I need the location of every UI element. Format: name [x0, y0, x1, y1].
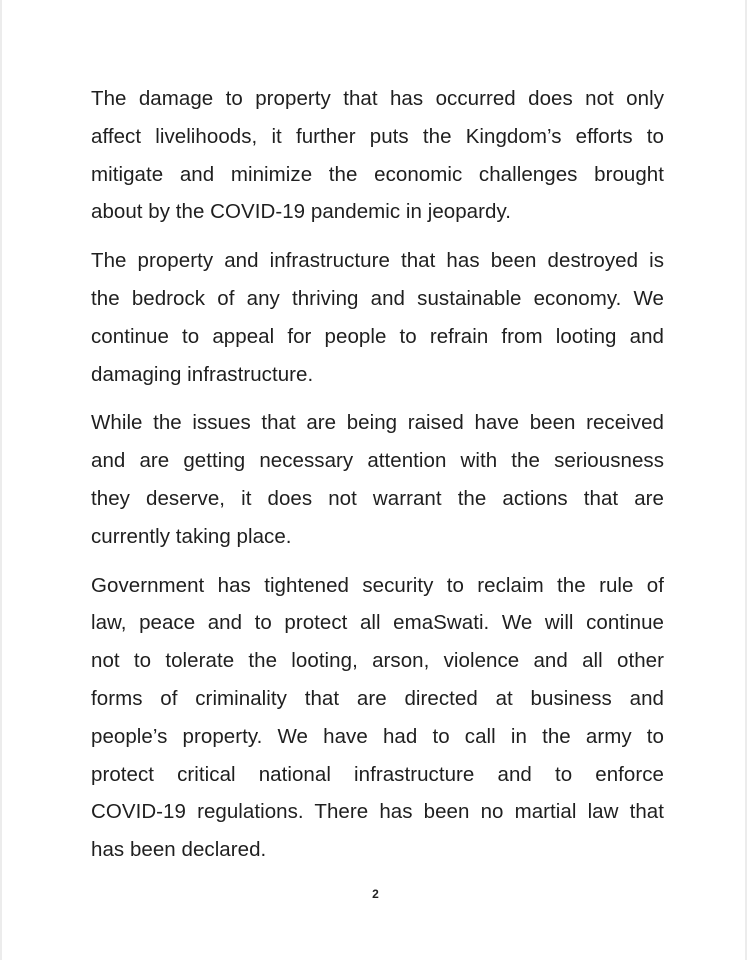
text-line: currently taking place.	[91, 524, 292, 548]
paragraph-issues-raised	[91, 404, 664, 555]
text-line: and are getting necessary attention with the seriousness	[91, 449, 664, 473]
text-line: they deserve, it does not warrant the actions that are	[91, 486, 664, 510]
text-line: not to tolerate the looting, arson, violence and all other	[91, 649, 664, 673]
paragraph-infrastructure	[91, 242, 664, 393]
text-line: continue to appeal for people to refrain from looting and	[91, 324, 664, 348]
text-line: about by the COVID-19 pandemic in jeopardy.	[91, 200, 511, 224]
document-body	[91, 80, 664, 880]
paragraph-security	[91, 567, 664, 869]
text-line: forms of criminality that are directed at business and	[91, 686, 664, 710]
text-line: The property and infrastructure that has been destroyed is	[91, 249, 664, 273]
text-line: has been declared.	[91, 838, 267, 862]
text-line: people’s property. We have had to call in the army to	[91, 724, 664, 748]
text-line: Government has tightened security to reclaim the rule of	[91, 573, 664, 597]
paragraph-property-damage	[91, 80, 664, 231]
text-line: While the issues that are being raised have been received	[91, 411, 664, 435]
text-line: mitigate and minimize the economic challenges brought	[91, 162, 664, 186]
text-line: affect livelihoods, it further puts the Kingdom’s efforts to	[91, 124, 664, 148]
text-line: damaging infrastructure.	[91, 362, 314, 386]
text-line: protect critical national infrastructure and to enforce	[91, 762, 664, 786]
text-line: The damage to property that has occurred does not only	[91, 87, 664, 110]
page-number: 2	[372, 887, 379, 901]
text-line: COVID-19 regulations. There has been no martial law that	[91, 800, 664, 824]
text-line: the bedrock of any thriving and sustainable economy. We	[91, 286, 664, 310]
text-line: law, peace and to protect all emaSwati. We will continue	[91, 611, 664, 635]
